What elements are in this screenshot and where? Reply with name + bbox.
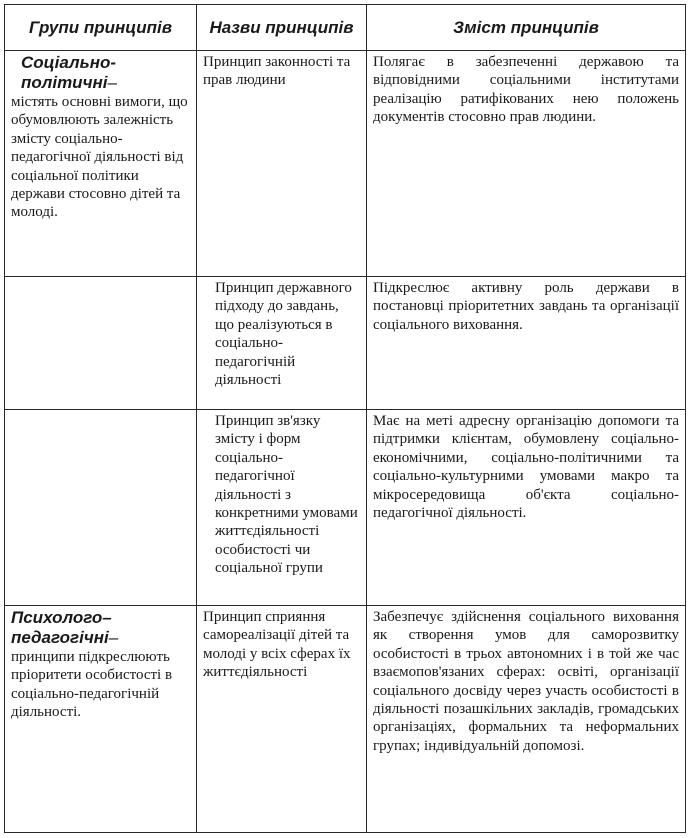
group-description-social-political: містять основні вимоги, що обумовлюють залежність змісту соціально-педагогічної діяльності від соціальної політики держави стосовно дітей та молоді. — [11, 94, 188, 221]
empty-group-cell — [5, 277, 197, 410]
principles-table — [4, 4, 686, 833]
group-cell-social-political — [5, 51, 197, 277]
table-row — [5, 606, 686, 833]
principle-name-cell: Принцип державного підходу до завдань, що реалізуються в соціально-педагогічній діяльності — [197, 277, 367, 410]
header-content: Зміст принципів — [367, 5, 686, 51]
principle-content-cell: Підкреслює активну роль держави в постановці пріоритетних завдань та організації соціального виховання. — [367, 277, 686, 410]
table-row — [5, 277, 686, 410]
group-description-psych-pedagogical: принципи підкреслюють пріоритети особистості в соціально-педагогічній діяльності. — [11, 649, 173, 721]
principle-name-cell: Принцип законності та прав людини — [197, 51, 367, 277]
principle-name-cell: Принцип сприяння самореалізації дітей та молоді у всіх сферах їх життєдіяльності — [197, 606, 367, 833]
principle-content-cell: Забезпечує здійснення соціального виховання як створення умов для саморозвитку особистості в трьох автономних і в той же час взаємопов'язаних сферах: освіті, організації соціального досвіду через участь особистості в діяльності позашкільних закладів, громадських організаціях, формальних та неформальних групах; індивідуальній допомозі. — [367, 606, 686, 833]
table-row — [5, 51, 686, 277]
group-name-psych-pedagogical: Психолого– педагогічні– — [11, 608, 119, 647]
header-row — [5, 5, 686, 51]
empty-group-cell — [5, 410, 197, 606]
header-names: Назви принципів — [197, 5, 367, 51]
table-row — [5, 410, 686, 606]
principle-content-cell: Має на меті адресну організацію допомоги та підтримки клієнтам, обумовлену соціально-економічними, соціально-політичними та соціально-культурними умовами макро та мікросередовища об'єкта соціально-педагогічної діяльності. — [367, 410, 686, 606]
header-groups: Групи принципів — [5, 5, 197, 51]
principle-content-cell: Полягає в забезпеченні державою та відповідними соціальними інститутами реалізацію ратифікованих нею положень документів стосовно прав людини. — [367, 51, 686, 277]
group-cell-psych-pedagogical — [5, 606, 197, 833]
principle-name-cell: Принцип зв'язку змісту і форм соціально-педагогічної діяльності з конкретними умовами життєдіяльності особистості чи соціальної групи — [197, 410, 367, 606]
group-name-social-political: Соціально- політичні– — [21, 53, 117, 92]
